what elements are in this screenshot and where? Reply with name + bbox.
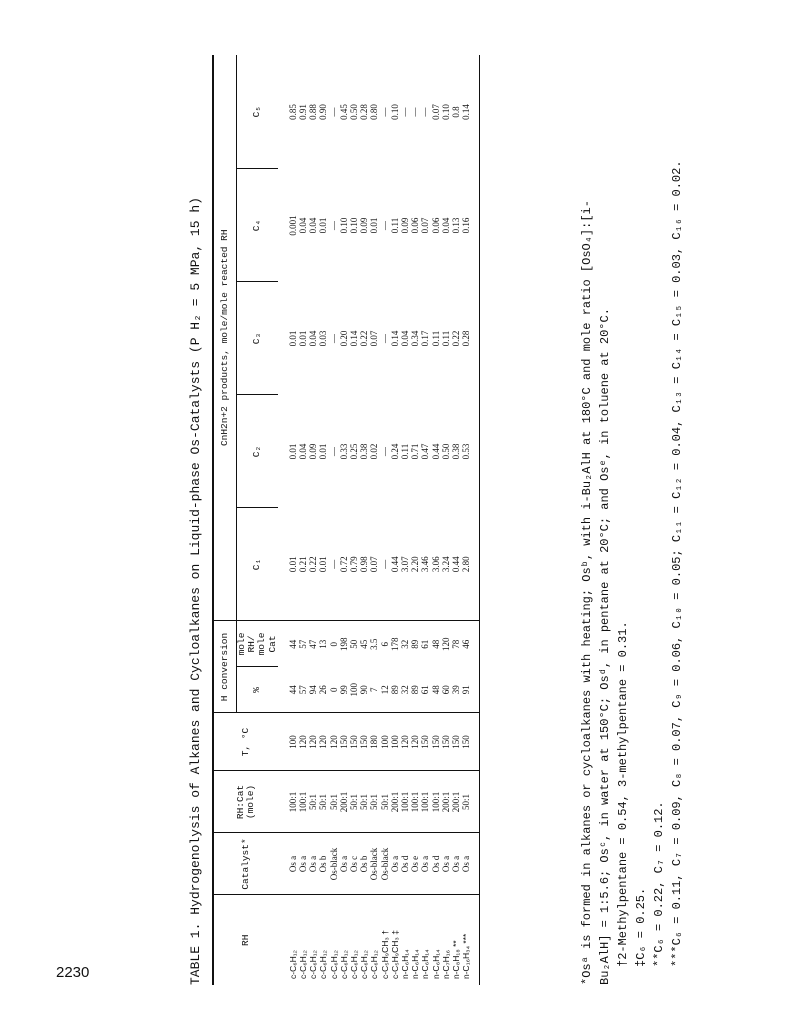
cell-c3: —	[328, 333, 339, 343]
cell-c5: 0.85	[287, 104, 298, 120]
table-title: TABLE 1. Hydrogenolysis of Alkanes and Cycloalkanes on Liquid-phase Os-Catalysts (P H₂ = 5 MPa, 15 h)	[188, 197, 203, 985]
cell-c5: —	[328, 107, 339, 117]
cell-c4: 0.001	[287, 215, 298, 236]
cell-c2: 0.04	[298, 443, 309, 460]
cell-c3: 0.20	[338, 330, 349, 347]
cell-temp: 100	[380, 713, 390, 771]
cell-ratio: 100:1	[278, 771, 298, 833]
table-row	[420, 55, 430, 985]
cell-c3: 0.11	[440, 330, 451, 347]
cell-rh: n-C₆H₁₄	[420, 949, 431, 979]
cell-rh: c-C₆H₁₂	[287, 950, 298, 979]
cell-conv-mole: 48	[430, 639, 441, 649]
cell-ratio: 200:1	[390, 771, 400, 833]
cell-catalyst: Os a	[298, 833, 308, 895]
cell-c2: 0.25	[349, 443, 360, 460]
cell-conv-mole: 61	[420, 639, 431, 649]
cell-conv-mole: 198	[338, 637, 349, 651]
cell-ratio: 200:1	[441, 771, 451, 833]
table-row	[390, 55, 400, 985]
table-row	[329, 55, 339, 985]
cell-conv-pct: 60	[441, 667, 451, 713]
cell-temp: 120	[298, 713, 308, 771]
cell-c3: 0.11	[430, 330, 441, 347]
cell-c2: 0.47	[420, 443, 431, 460]
cell-temp: 150	[431, 713, 441, 771]
cell-conv-pct: 90	[359, 667, 369, 713]
cell-catalyst: Os-black	[380, 833, 390, 895]
cell-catalyst: Os d	[400, 833, 410, 895]
cell-c4: 0.09	[359, 217, 370, 234]
cell-c5: —	[379, 107, 390, 117]
cell-c3: 0.17	[420, 330, 431, 347]
cell-c5: —	[400, 107, 411, 117]
cell-rh: n-C₇H₁₆	[440, 949, 451, 979]
cell-c2: 0.44	[430, 443, 441, 460]
data-table-container	[212, 55, 480, 985]
cell-rh: c-C₅H₉CH₃ †	[379, 930, 390, 979]
cell-c1: 2.20	[410, 508, 420, 621]
cell-catalyst: Os-black	[369, 833, 379, 895]
cell-c4: 0.13	[451, 217, 462, 234]
cell-conv-mole: 45	[359, 639, 370, 649]
cell-c1: —	[329, 508, 339, 621]
cell-conv-pct: 0	[329, 667, 339, 713]
cell-temp: 150	[461, 713, 479, 771]
header-c2: C₂	[237, 395, 278, 508]
cell-rh: n-C₁₆H₃₄ ***	[461, 933, 472, 979]
cell-catalyst: Os a	[390, 833, 400, 895]
cell-c3: 0.28	[461, 330, 472, 347]
footnote-double-star: **C₆ = 0.22, C₇ = 0.12.	[652, 801, 666, 967]
cell-conv-mole: 13	[318, 639, 329, 649]
header-catalyst: Catalyst*	[214, 833, 278, 895]
cell-rh: n-C₆H₁₄	[430, 949, 441, 979]
cell-c5: 0.14	[461, 104, 472, 120]
cell-c5: 0.07	[430, 104, 441, 120]
cell-rh: c-C₆H₁₂	[308, 950, 319, 979]
table-row	[369, 55, 379, 985]
table-row	[318, 55, 328, 985]
cell-conv-pct: 89	[410, 667, 420, 713]
cell-c4: 0.04	[440, 217, 451, 234]
cell-c1: 0.07	[369, 508, 379, 621]
cell-ratio: 50:1	[308, 771, 318, 833]
cell-temp: 120	[329, 713, 339, 771]
cell-c3: 0.03	[318, 330, 329, 347]
cell-c5: 0.10	[389, 104, 400, 120]
cell-c2: —	[328, 446, 339, 456]
cell-c3: 0.34	[410, 330, 421, 347]
cell-conv-mole: 178	[389, 637, 400, 651]
header-conversion: H conversion	[214, 621, 237, 713]
cell-conv-pct: 39	[451, 667, 461, 713]
cell-catalyst: Os a	[278, 833, 298, 895]
header-ratio: RH:Cat (mole)	[214, 771, 278, 833]
cell-c1: 0.01	[278, 508, 298, 621]
footnotes	[578, 55, 686, 985]
cell-c2: 0.01	[318, 443, 329, 460]
cell-c4: 0.01	[318, 217, 329, 234]
cell-conv-mole: 44	[287, 639, 298, 649]
header-products: CnH2n+2 products, mole/mole reacted RH	[214, 55, 237, 621]
cell-catalyst: Os a	[420, 833, 430, 895]
table-row	[380, 55, 390, 985]
cell-c1: 2.80	[461, 508, 479, 621]
header-conv-mole: mole RH/ mole Cat	[237, 621, 278, 667]
cell-conv-pct: 99	[339, 667, 349, 713]
cell-c5: 0.8	[451, 106, 462, 118]
cell-conv-pct: 61	[420, 667, 430, 713]
bottom-rule	[479, 55, 480, 985]
cell-c4: 0.07	[420, 217, 431, 234]
cell-conv-pct: 89	[390, 667, 400, 713]
cell-c3: 0.22	[451, 330, 462, 347]
cell-temp: 150	[349, 713, 359, 771]
cell-temp: 120	[308, 713, 318, 771]
cell-rh: c-C₆H₁₂	[359, 950, 370, 979]
cell-c3: 0.04	[400, 330, 411, 347]
cell-c5: 0.45	[338, 104, 349, 120]
cell-conv-pct: 32	[400, 667, 410, 713]
cell-rh: c-C₆H₁₂	[328, 950, 339, 979]
cell-c2: 0.53	[461, 443, 472, 460]
cell-ratio: 100:1	[410, 771, 420, 833]
cell-rh: c-C₆H₁₂	[298, 950, 309, 979]
cell-c4: —	[328, 220, 339, 230]
cell-ratio: 50:1	[349, 771, 359, 833]
cell-c5: 0.80	[369, 104, 380, 120]
table-row	[410, 55, 420, 985]
cell-temp: 150	[441, 713, 451, 771]
cell-c1: 3.07	[400, 508, 410, 621]
cell-temp: 120	[410, 713, 420, 771]
cell-temp: 150	[339, 713, 349, 771]
cell-c1: 0.44	[451, 508, 461, 621]
cell-ratio: 50:1	[359, 771, 369, 833]
cell-c2: 0.11	[400, 443, 411, 460]
cell-conv-pct: 12	[380, 667, 390, 713]
table-row	[278, 55, 298, 985]
cell-c4: 0.16	[461, 217, 472, 234]
cell-rh: c-C₆H₁₂	[338, 950, 349, 979]
cell-conv-mole: 32	[400, 639, 411, 649]
cell-conv-pct: 7	[369, 667, 379, 713]
cell-ratio: 50:1	[318, 771, 328, 833]
cell-ratio: 50:1	[369, 771, 379, 833]
cell-ratio: 100:1	[400, 771, 410, 833]
cell-conv-pct: 100	[349, 667, 359, 713]
cell-catalyst: Os a	[461, 833, 479, 895]
cell-c3: 0.01	[287, 330, 298, 347]
table-body	[278, 55, 480, 985]
cell-catalyst: Os a	[451, 833, 461, 895]
footnote-dagger: †2-Methylpentane = 0.54, 3-methylpentane = 0.31.	[616, 621, 630, 967]
cell-c1: —	[380, 508, 390, 621]
cell-c2: 0.01	[287, 443, 298, 460]
cell-c4: 0.10	[338, 217, 349, 234]
cell-rh: c-C₆H₁₂	[349, 950, 360, 979]
cell-c4: 0.10	[349, 217, 360, 234]
cell-catalyst: Os a	[441, 833, 451, 895]
cell-conv-mole: 89	[410, 639, 421, 649]
cell-catalyst: Os a	[308, 833, 318, 895]
cell-temp: 150	[451, 713, 461, 771]
cell-c2: 0.09	[308, 443, 319, 460]
cell-c4: 0.04	[298, 217, 309, 234]
cell-ratio: 50:1	[461, 771, 479, 833]
cell-c5: —	[420, 107, 431, 117]
cell-c2: 0.50	[440, 443, 451, 460]
cell-catalyst: Os e	[410, 833, 420, 895]
cell-temp: 120	[318, 713, 328, 771]
cell-c4: 0.04	[308, 217, 319, 234]
cell-c5: 0.88	[308, 104, 319, 120]
cell-c1: 0.79	[349, 508, 359, 621]
cell-ratio: 100:1	[431, 771, 441, 833]
cell-c2: 0.33	[338, 443, 349, 460]
table-row	[400, 55, 410, 985]
cell-c5: 0.28	[359, 104, 370, 120]
cell-c1: 3.46	[420, 508, 430, 621]
cell-ratio: 200:1	[339, 771, 349, 833]
header-temp: T, °C	[214, 713, 278, 771]
cell-temp: 100	[390, 713, 400, 771]
footnote-catalysts: *Osᵃ is formed in alkanes or cycloalkanes with heating; Osᵇ, with i-Bu₂AlH at 180°C and mole ratio [OsO₄]:[i-	[580, 200, 594, 985]
cell-rh: n-C₆H₁₄	[410, 949, 421, 979]
cell-conv-pct: 44	[278, 667, 298, 713]
cell-c3: 0.07	[369, 330, 380, 347]
cell-temp: 150	[420, 713, 430, 771]
cell-c1: 0.72	[339, 508, 349, 621]
cell-c1: 3.06	[431, 508, 441, 621]
cell-c3: 0.04	[308, 330, 319, 347]
cell-c2: 0.71	[410, 443, 421, 460]
cell-conv-mole: 50	[349, 639, 360, 649]
cell-rh: c-C₆H₁₂	[369, 950, 380, 979]
cell-rh: c-C₅H₉CH₃ ‡	[389, 930, 400, 979]
cell-conv-mole: 120	[440, 637, 451, 651]
cell-c5: —	[410, 107, 421, 117]
cell-c5: 0.10	[440, 104, 451, 120]
cell-catalyst: Os b	[359, 833, 369, 895]
cell-conv-mole: 46	[461, 639, 472, 649]
footnote-double-dagger: ‡C₆ = 0.25.	[634, 887, 648, 967]
cell-c2: —	[379, 446, 390, 456]
cell-c5: 0.50	[349, 104, 360, 120]
cell-conv-mole: 57	[298, 639, 309, 649]
cell-temp: 120	[400, 713, 410, 771]
cell-c4: 0.11	[389, 217, 400, 234]
cell-rh: n-C₈H₁₈ **	[451, 940, 462, 979]
header-rh: RH	[239, 934, 251, 946]
cell-c1: 3.24	[441, 508, 451, 621]
cell-conv-mole: 78	[451, 639, 462, 649]
cell-catalyst: Os c	[349, 833, 359, 895]
cell-ratio: 50:1	[329, 771, 339, 833]
cell-c1: 0.44	[390, 508, 400, 621]
cell-c4: 0.06	[430, 217, 441, 234]
cell-conv-pct: 48	[431, 667, 441, 713]
cell-c3: 0.01	[298, 330, 309, 347]
cell-ratio: 100:1	[298, 771, 308, 833]
table-row	[339, 55, 349, 985]
header-conv-pct: %	[237, 667, 278, 713]
table-row	[308, 55, 318, 985]
cell-c1: 0.01	[318, 508, 328, 621]
cell-conv-pct: 26	[318, 667, 328, 713]
cell-conv-pct: 94	[308, 667, 318, 713]
cell-c3: 0.22	[359, 330, 370, 347]
table-row	[349, 55, 359, 985]
cell-conv-pct: 91	[461, 667, 479, 713]
table-row	[431, 55, 441, 985]
cell-ratio: 100:1	[420, 771, 430, 833]
cell-c2: 0.38	[359, 443, 370, 460]
footnote-catalysts-cont: Bu₂AlH] = 1:5.6; Osᶜ, in water at 150°C; Osᵈ, in pentane at 20°C; and Osᵉ, in toluene at 20°C.	[598, 308, 612, 985]
table-row	[298, 55, 308, 985]
cell-rh: n-C₆H₁₄	[400, 949, 411, 979]
footnote-triple-star: ***C₆ = 0.11, C₇ = 0.09, C₈ = 0.07, C₉ = 0.06, C₁₀ = 0.05; C₁₁ = C₁₂ = 0.04, C₁₃ = C₁₄ = C₁₅ = 0.03, C₁₆ = 0.02.	[670, 160, 684, 967]
cell-temp: 180	[369, 713, 379, 771]
header-c5: C₅	[237, 55, 278, 169]
cell-c3: 0.14	[349, 330, 360, 347]
cell-c3: 0.14	[389, 330, 400, 347]
cell-c4: 0.01	[369, 217, 380, 234]
cell-c4: 0.06	[410, 217, 421, 234]
cell-conv-mole: 6	[379, 642, 390, 647]
cell-c5: 0.90	[318, 104, 329, 120]
cell-c1: 0.22	[308, 508, 318, 621]
cell-conv-mole: 47	[308, 639, 319, 649]
cell-temp: 150	[359, 713, 369, 771]
cell-catalyst: Os b	[318, 833, 328, 895]
page-number: 2230	[56, 964, 90, 981]
table-row	[441, 55, 451, 985]
cell-catalyst: Os-black	[329, 833, 339, 895]
cell-conv-pct: 57	[298, 667, 308, 713]
cell-catalyst: Os a	[339, 833, 349, 895]
cell-temp: 100	[278, 713, 298, 771]
cell-ratio: 200:1	[451, 771, 461, 833]
cell-c2: 0.02	[369, 443, 380, 460]
cell-c1: 0.98	[359, 508, 369, 621]
cell-conv-mole: 3.5	[369, 638, 380, 650]
cell-rh: c-C₆H₁₂	[318, 950, 329, 979]
header-c1: C₁	[237, 508, 278, 621]
data-table	[214, 55, 479, 985]
cell-c5: 0.91	[298, 104, 309, 120]
header-c4: C₄	[237, 169, 278, 282]
cell-ratio: 50:1	[380, 771, 390, 833]
cell-c4: —	[379, 220, 390, 230]
table-row	[461, 55, 479, 985]
cell-c3: —	[379, 333, 390, 343]
cell-c1: 0.21	[298, 508, 308, 621]
header-c3: C₃	[237, 282, 278, 395]
cell-c2: 0.24	[389, 443, 400, 460]
table-row	[359, 55, 369, 985]
cell-catalyst: Os d	[431, 833, 441, 895]
cell-conv-mole: 0	[328, 642, 339, 647]
cell-c2: 0.38	[451, 443, 462, 460]
cell-c4: 0.09	[400, 217, 411, 234]
table-row	[451, 55, 461, 985]
rotated-page-content	[188, 55, 788, 985]
